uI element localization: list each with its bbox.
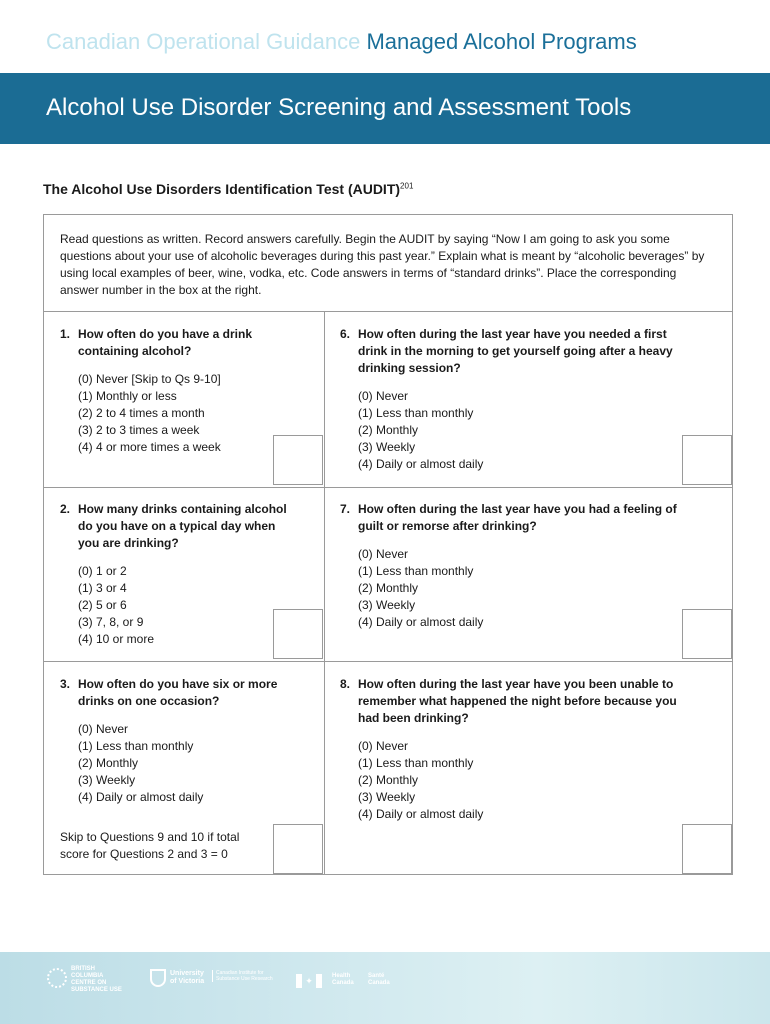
row-divider (44, 487, 732, 488)
question-7 (340, 501, 685, 631)
question-8 (340, 676, 685, 823)
answer-option: (3) Weekly (358, 440, 416, 454)
answer-options (60, 371, 290, 456)
canada-flag-icon: ✦ (296, 974, 322, 988)
answer-option: (1) Monthly or less (78, 389, 177, 403)
answer-box-q8[interactable] (682, 824, 732, 874)
answer-box-q3[interactable] (273, 824, 323, 874)
answer-options (340, 738, 685, 823)
answer-option: (4) Daily or almost daily (358, 807, 484, 821)
section-title (43, 181, 413, 197)
answer-option: (4) Daily or almost daily (358, 615, 484, 629)
answer-option: (0) Never [Skip to Qs 9-10] (78, 372, 221, 386)
answer-option: (4) Daily or almost daily (78, 790, 204, 804)
answer-option: (0) Never (78, 722, 129, 736)
answer-option: (3) Weekly (358, 598, 416, 612)
answer-options (340, 388, 685, 473)
answer-option: (0) Never (358, 389, 409, 403)
answer-options (60, 563, 295, 648)
answer-option: (3) Weekly (78, 773, 136, 787)
answer-options (60, 721, 290, 806)
answer-box-q7[interactable] (682, 609, 732, 659)
document-title: Managed Alcohol Programs (366, 29, 637, 54)
question-text: How often do you have a drink containing alcohol? (78, 327, 253, 358)
answer-option: (4) 10 or more (78, 632, 155, 646)
answer-option: (0) Never (358, 547, 409, 561)
answer-box-q2[interactable] (273, 609, 323, 659)
starburst-icon (47, 968, 67, 988)
banner-title: Alcohol Use Disorder Screening and Assessment Tools (46, 94, 632, 121)
health-canada-fr: Santé Canada (368, 973, 390, 986)
question-number: 2. (60, 502, 71, 516)
answer-option: (1) Less than monthly (358, 756, 474, 770)
answer-option: (2) Monthly (358, 581, 419, 595)
series-title: Canadian Operational Guidance (46, 29, 361, 54)
audit-form (43, 214, 733, 875)
skip-note: Skip to Questions 9 and 10 if total score for Questions 2 and 3 = 0 (60, 830, 240, 861)
document-header (46, 28, 637, 56)
answer-option: (1) 3 or 4 (78, 581, 127, 595)
uvic-institute: Canadian Institute for Substance Use Research (212, 970, 280, 982)
question-3 (60, 676, 290, 806)
bccsu-logo-text: BRITISH COLUMBIA CENTRE ON SUBSTANCE USE (71, 966, 122, 993)
question-number: 6. (340, 327, 351, 341)
health-canada-en: Health Canada (332, 973, 354, 986)
answer-box-q1[interactable] (273, 435, 323, 485)
crest-icon (150, 969, 166, 987)
row-divider (44, 661, 732, 662)
answer-options (340, 546, 685, 631)
answer-option: (4) Daily or almost daily (358, 457, 484, 471)
question-text: How often do you have six or more drinks on one occasion? (78, 677, 278, 708)
answer-option: (4) 4 or more times a week (78, 440, 221, 454)
answer-option: (2) 5 or 6 (78, 598, 127, 612)
answer-option: (2) 2 to 4 times a month (78, 406, 205, 420)
question-number: 3. (60, 677, 71, 691)
answer-option: (3) 7, 8, or 9 (78, 615, 144, 629)
section-banner (0, 73, 770, 144)
question-1 (60, 326, 290, 456)
question-text: How often during the last year have you had a feeling of guilt or remorse after drinking? (358, 502, 677, 533)
answer-option: (3) Weekly (358, 790, 416, 804)
answer-option: (2) Monthly (78, 756, 139, 770)
answer-option: (0) 1 or 2 (78, 564, 127, 578)
answer-option: (3) 2 to 3 times a week (78, 423, 200, 437)
uvic-logo (150, 968, 280, 992)
answer-option: (1) Less than monthly (78, 739, 194, 753)
answer-option: (2) Monthly (358, 423, 419, 437)
question-2 (60, 501, 295, 648)
answer-box-q6[interactable] (682, 435, 732, 485)
column-divider (324, 312, 325, 874)
bccsu-logo (47, 966, 127, 996)
answer-option: (0) Never (358, 739, 409, 753)
question-number: 1. (60, 327, 71, 341)
answer-option: (2) Monthly (358, 773, 419, 787)
question-text: How often during the last year have you been unable to remember what happened the night before because you had been drinking? (358, 677, 677, 725)
question-number: 7. (340, 502, 351, 516)
answer-option: (1) Less than monthly (358, 406, 474, 420)
instructions: Read questions as written. Record answers carefully. Begin the AUDIT by saying “Now I am going to ask you some questions about your use of alcoholic beverages during this past year.” Explain what is meant by “alcoholic beverages” by using local examples of beer, wine, vodka, etc. Code answers in terms of “standard drinks”. Place the corresponding answer number in the box at the right. (44, 215, 732, 312)
section-title-text: The Alcohol Use Disorders Identification Test (AUDIT) (43, 181, 401, 197)
health-canada-logo (296, 972, 406, 992)
question-number: 8. (340, 677, 351, 691)
answer-option: (1) Less than monthly (358, 564, 474, 578)
section-reference: 201 (400, 181, 414, 191)
uvic-name: University of Victoria (170, 970, 205, 985)
question-6 (340, 326, 685, 473)
question-text: How many drinks containing alcohol do you have on a typical day when you are drinking? (78, 502, 287, 550)
question-text: How often during the last year have you needed a first drink in the morning to get yourself going after a heavy drinking session? (358, 327, 673, 375)
